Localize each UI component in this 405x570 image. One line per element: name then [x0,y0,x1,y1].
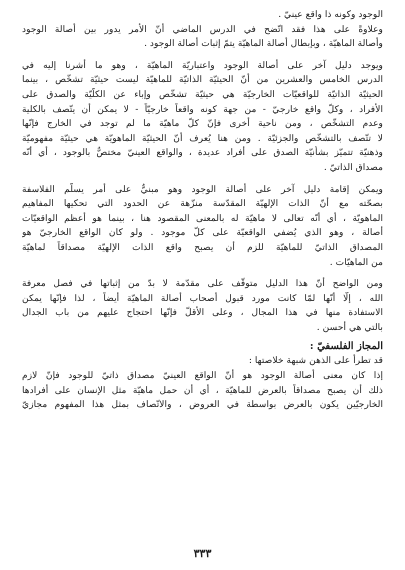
text-line: وعدم التشخّص ، ومن ناحية أخرى فإنّ كلّ ماهيّة ما لم توجد في الخارج فإنّها [22,118,383,130]
paragraph-intro [22,8,383,52]
text-line: بالتي هي أحسن . [316,321,383,333]
paragraph-third-argument [22,183,383,271]
text-line: الدرس الخامس والعشرين من أنّ الحيثيّة الذاتيّة للماهيّة ليست حيثيّة تشخّص ، بينما [22,74,383,86]
text-line: الاستفادة منها في هذا المجال ، وعلى الأقلّ فإنّها احتجاج عليهم من باب الجدال [22,307,383,319]
text-line: الأفراد ، وكلّ واقع خارجيّ - من جهة كونه واقعاً خارجيّاً - لا يمكن أن يتّصف بالكلية [22,103,383,115]
text-line: وعلاوةً على هذا فقد اتّضح في الدرس الماضي أنّ الأمر يدور بين أصالة الوجود [22,23,383,35]
text-line: ويمكن إقامة دليل آخر على أصالة الوجود وهو مبنيٌّ على أمر يسلّم الفلاسفة [22,183,383,195]
text-line: ومن الواضح أنّ هذا الدليل متوقّف على مقدّمة لا بدّ من إثباتها في فصل معرفة [22,278,383,290]
section-heading: المجاز الفلسفيّ : [309,341,383,353]
text-line: وذهنيّة تتميّز بشأنيّة الصدق على أفراد عديدة ، والواقع العينيّ مختصٌّ بالوجود ، أي أنّه [22,147,383,159]
text-line: مصداق الذاتيّ . [323,161,383,173]
text-line: ويوجد دليل آخر على أصالة الوجود واعتباريّة الماهيّة ، وهو ما أشرنا إليه في [22,59,383,71]
paragraph-premise-note [22,277,383,335]
text-line: لا تتّصف بالتشخّص والجزئيّة . ومن هنا يُعرف أنّ الحيثيّة الماهويّة هي حيثيّة مفهوميّة [22,132,383,144]
paragraph-objection [22,354,383,412]
text-line: ذلك أن يصبح مصداقاً بالعرض للماهيّة ، أي أن حمل ماهيّة مثل الإنسان على أفرادها [22,384,383,396]
text-line: الحيثيّة الذاتيّة للواقعيّات الخارجيّة هي حيثيّة تشخّص وإباء عن الكلّيّة والصدق على [22,88,383,100]
text-line: المصداق الذاتيّ للماهيّة للزم أن يصبح واقع الذات الإلهيّة مصداقاً لماهيّة [22,241,383,253]
text-line: إذا كان معنى أصالة الوجود هو أنّ الواقع العينيّ مصداق ذاتيّ للوجود فإنّ لازم [22,370,383,382]
page-number: ٣٣٣ [193,547,212,560]
text-line: قد تطرأ على الذهن شبهة خلاصتها : [248,355,383,367]
text-line: الله ، إلّا أنّها لمّا كانت مورد قبول أصحاب أصالة الماهيّة أيضاً ، لذا فإنّها يمكن [22,292,383,304]
text-line: الوجود وكونه ذا واقع عينيّ . [278,9,383,20]
text-line: الخارجيّين يكون بالعرض بواسطة في العروض ، والاتّصاف بمثل هذا المفهوم مجازيّ [22,399,383,411]
text-line: من الماهيّات . [329,256,383,268]
text-line: بصحّته مع أنّ الذات الإلهيّة المقدّسة منزّهة عن الحدود التي تحكيها المفاهيم [22,198,383,210]
paragraph-second-argument [22,59,383,176]
text-line: أصالة ، وهو الذي يُضفي الواقعيّة على كلّ موجود . ولو كان الواقع الخارجيّ هو [22,227,383,239]
text-line: الماهويّة ، أي أنّه تعالى لا ماهيّة له بالمعنى المقصود هنا ، بينما هو أعظم الواقعيّات [22,212,383,224]
text-line: وأصالة الماهيّة ، وبإبطال أصالة الماهيّة يتمّ إثبات أصالة الوجود . [144,38,383,50]
